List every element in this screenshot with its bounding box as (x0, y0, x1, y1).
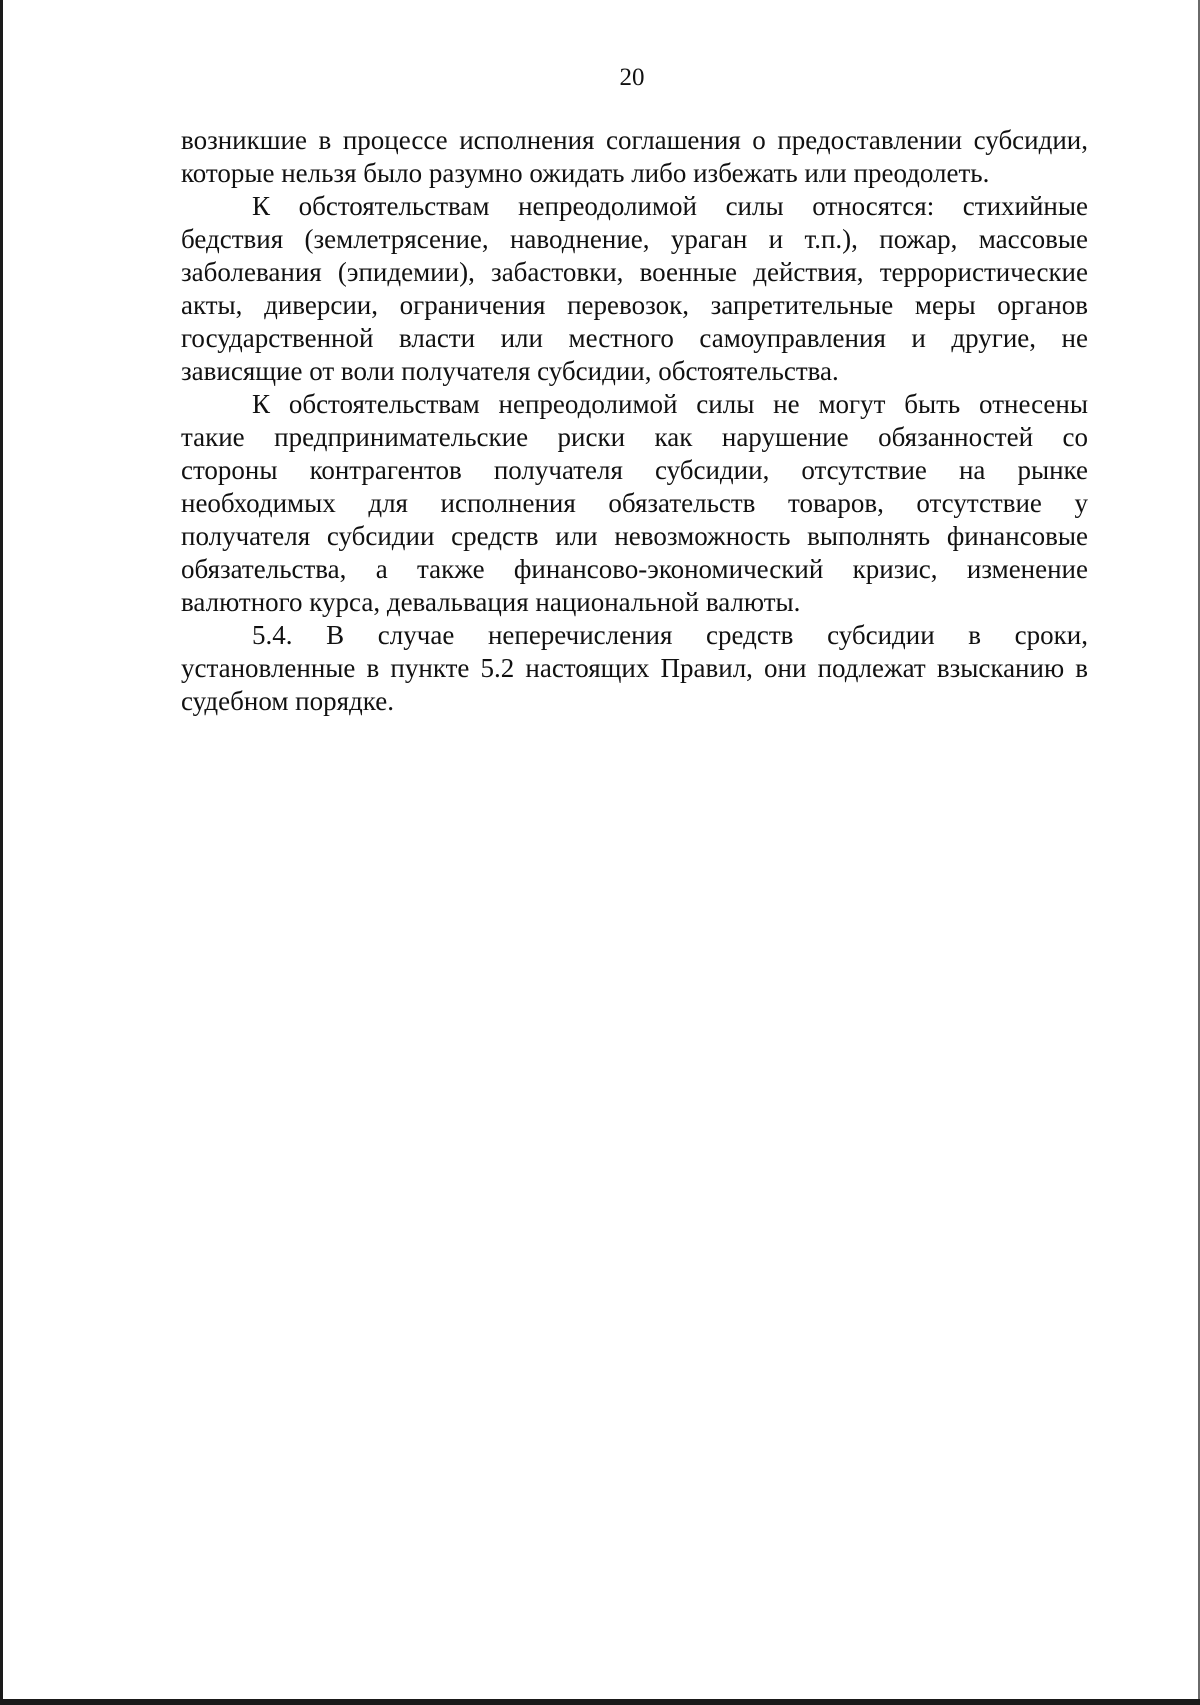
text-line: получателя субсидии средств или невозможность выполнять финансовые (181, 521, 1088, 551)
page-number: 20 (619, 64, 645, 91)
text-line: стороны контрагентов получателя субсидии, отсутствие на рынке (181, 455, 1088, 485)
paragraph-force-majeure-continuation (181, 124, 1088, 190)
paragraph-force-majeure-includes (181, 190, 1088, 388)
text-line: возникшие в процессе исполнения соглашения о предоставлении субсидии, (181, 125, 1088, 155)
text-line: валютного курса, девальвация национальной валюты. (181, 587, 801, 617)
text-line: установленные в пункте 5.2 настоящих Правил, они подлежат взысканию в (181, 653, 1088, 683)
text-line: К обстоятельствам непреодолимой силы относятся: стихийные (252, 191, 1088, 221)
text-line: заболевания (эпидемии), забастовки, военные действия, террористические (181, 257, 1088, 287)
text-line: государственной власти или местного самоуправления и другие, не (181, 323, 1088, 353)
scan-edge-left (0, 0, 3, 1705)
text-line: такие предпринимательские риски как нарушение обязанностей со (181, 422, 1088, 452)
text-line: бедствия (землетрясение, наводнение, ураган и т.п.), пожар, массовые (181, 224, 1088, 254)
scan-edge-bottom (0, 1699, 1200, 1705)
text-line: К обстоятельствам непреодолимой силы не могут быть отнесены (252, 389, 1088, 419)
text-line: необходимых для исполнения обязательств товаров, отсутствие у (181, 488, 1088, 518)
paragraph-section-5-4 (181, 619, 1088, 718)
text-line: зависящие от воли получателя субсидии, обстоятельства. (181, 356, 839, 386)
text-line: обязательства, а также финансово-экономический кризис, изменение (181, 554, 1088, 584)
text-line: которые нельзя было разумно ожидать либо избежать или преодолеть. (181, 158, 990, 188)
paragraph-force-majeure-excludes (181, 388, 1088, 619)
text-line: акты, диверсии, ограничения перевозок, запретительные меры органов (181, 290, 1088, 320)
text-line: 5.4. В случае неперечисления средств субсидии в сроки, (252, 620, 1088, 650)
text-line: судебном порядке. (181, 686, 394, 716)
document-body (181, 124, 1088, 718)
